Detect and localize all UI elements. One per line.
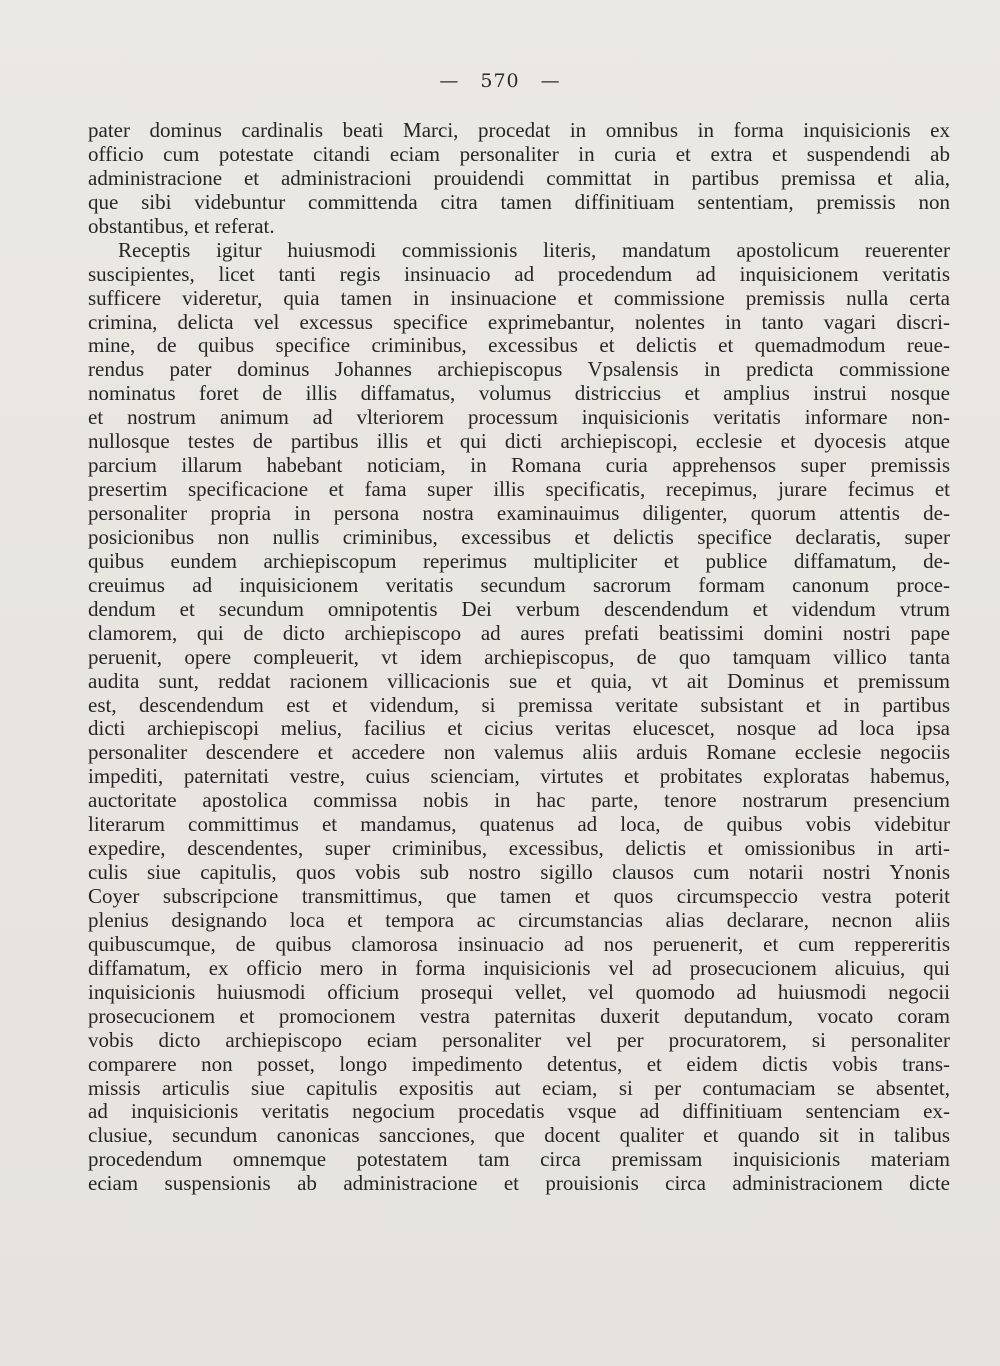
text-line: pater dominus cardinalis beati Marci, procedat in omnibus in forma inquisicionis ex <box>88 118 950 142</box>
text-line: plenius designando loca et tempora ac circumstancias alias declarare, necnon aliis <box>88 907 950 932</box>
text-line: impediti, paternitati vestre, cuius scienciam, virtutes et probitates exploratas habemus, <box>88 764 950 789</box>
text-line: eciam suspensionis ab administracione et prouisionis circa administracionem dicte <box>88 1171 950 1196</box>
page-number: 570 <box>480 70 520 92</box>
text-line: crimina, delicta vel excessus specifice exprimebantur, nolentes in tanto vagari discri- <box>88 309 950 334</box>
text-line: dendum et secundum omnipotentis Dei verbum descendendum et videndum vtrum <box>88 596 950 621</box>
text-line: vobis dicto archiepiscopo eciam personaliter vel per procuratorem, si personaliter <box>88 1027 950 1052</box>
text-line: presertim specificacione et fama super illis specificatis, recepimus, jurare fecimus et <box>88 477 950 502</box>
text-line: literarum committimus et mandamus, quatenus ad loca, de quibus vobis videbitur <box>88 812 950 837</box>
text-line: expedire, descendentes, super criminibus, excessibus, delictis et omissionibus in arti- <box>88 836 950 861</box>
text-line: Coyer subscripcione transmittimus, que tamen et quos circumspeccio vestra poterit <box>88 884 950 908</box>
text-line: nullosque testes de partibus illis et qui dicti archiepiscopi, ecclesie et dyocesis atque <box>88 429 950 454</box>
text-line: clamorem, qui de dicto archiepiscopo ad aures prefati beatissimi domini nostri pape <box>88 620 950 645</box>
header-dash-right: — <box>540 70 561 92</box>
text-line: personaliter descendere et accedere non valemus aliis arduis Romane ecclesie negociis <box>88 740 950 765</box>
text-line: obstantibus, et referat. <box>88 213 275 238</box>
text-line: nominatus foret de illis diffamatus, volumus districcius et amplius instrui nosque <box>88 381 950 406</box>
text-line: ad inquisicionis veritatis negocium procedatis vsque ad diffinitiuam sentenciam ex- <box>88 1099 950 1124</box>
text-line: rendus pater dominus Johannes archiepiscopus Vpsalensis in predicta commissione <box>88 357 950 382</box>
body-text <box>88 119 950 1196</box>
text-line: et nostrum animum ad vlteriorem processum inquisicionis veritatis informare non- <box>88 405 950 430</box>
text-line: peruenit, opere compleuerit, vt idem archiepiscopus, de quo tamquam villico tanta <box>88 644 950 669</box>
text-line: administracione et administracioni prouidendi committat in partibus premissa et alia, <box>88 165 950 190</box>
text-line: dicti archiepiscopi melius, facilius et cicius veritas elucescet, nosque ad loca ipsa <box>88 716 950 741</box>
text-line: prosecucionem et promocionem vestra paternitas duxerit deputandum, vocato coram <box>88 1003 950 1028</box>
text-line: Receptis igitur huiusmodi commissionis literis, mandatum apostolicum reuerenter <box>118 237 950 262</box>
text-line: procedendum omnemque potestatem tam circa premissam inquisicionis materiam <box>88 1147 950 1172</box>
text-line: officio cum potestate citandi eciam personaliter in curia et extra et suspendendi ab <box>88 141 950 166</box>
text-line: est, descendendum est et videndum, si premissa veritate subsistant et in partibus <box>88 692 950 717</box>
text-line: auctoritate apostolica commissa nobis in hac parte, tenore nostrarum presencium <box>88 788 950 813</box>
text-line: creuimus ad inquisicionem veritatis secundum sacrorum formam canonum proce- <box>88 572 950 597</box>
text-line: sufficere videretur, quia tamen in insinuacione et commissione premissis nulla certa <box>88 285 950 310</box>
text-line: que sibi videbuntur committenda citra tamen diffinitiuam sententiam, premissis non <box>88 189 950 214</box>
text-line: missis articulis siue capitulis expositis aut eciam, si per contumaciam se absentet, <box>88 1075 950 1100</box>
text-line: inquisicionis huiusmodi officium prosequi vellet, vel quomodo ad huiusmodi negocii <box>88 979 950 1004</box>
text-line: suscipientes, licet tanti regis insinuacio ad procedendum ad inquisicionem veritatis <box>88 261 950 286</box>
header-dash-left: — <box>439 70 460 92</box>
text-line: quibus eundem archiepiscopum reperimus multipliciter et publice diffamatum, de- <box>88 548 950 573</box>
text-line: audita sunt, reddat racionem villicacionis sue et quia, vt ait Dominus et premissum <box>88 668 950 693</box>
text-line: comparere non posset, longo impedimento detentus, et eidem dictis vobis trans- <box>88 1051 950 1076</box>
text-line: posicionibus non nullis criminibus, excessibus et delictis specifice declaratis, super <box>88 524 950 549</box>
text-line: quibuscumque, de quibus clamorosa insinuacio ad nos peruenerit, et cum reppereritis <box>88 931 950 956</box>
text-line: mine, de quibus specifice criminibus, excessibus et delictis et quemadmodum reue- <box>88 333 950 358</box>
page-header <box>0 70 1000 92</box>
text-line: culis siue capitulis, quos vobis sub nostro sigillo clausos cum notarii nostri Ynonis <box>88 860 950 885</box>
text-line: diffamatum, ex officio mero in forma inquisicionis vel ad prosecucionem alicuius, qui <box>88 955 950 980</box>
text-line: personaliter propria in persona nostra examinauimus diligenter, quorum attentis de- <box>88 501 950 525</box>
text-line: parcium illarum habebant noticiam, in Romana curia apprehensos super premissis <box>88 453 950 478</box>
text-line: clusiue, secundum canonicas sancciones, que docent qualiter et quando sit in talibus <box>88 1123 950 1148</box>
